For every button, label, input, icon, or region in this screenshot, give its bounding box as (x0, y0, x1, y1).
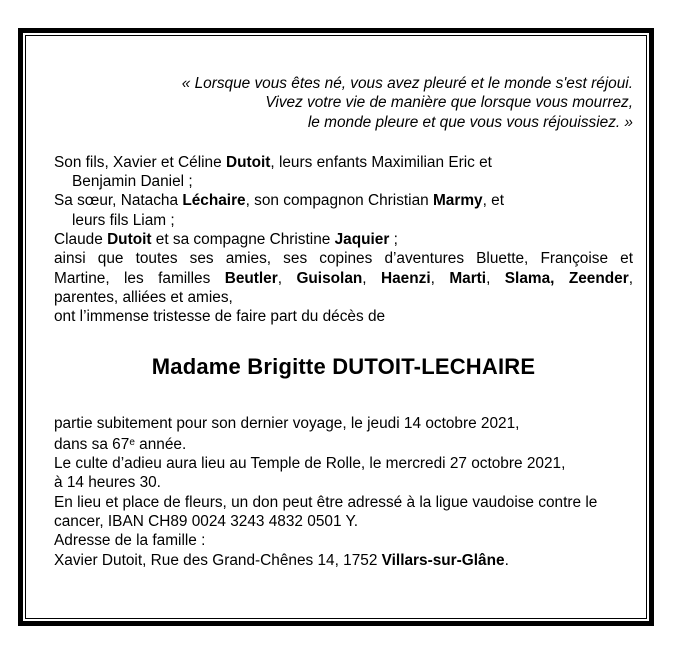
obituary-content (26, 36, 646, 618)
text-line: ont l’immense tristesse de faire part du décès de (54, 308, 386, 326)
text-line: « Lorsque vous êtes né, vous avez pleuré et le monde s'est réjoui. (181, 75, 633, 92)
text-line: Le culte d’adieu aura lieu au Temple de Rolle, le mercredi 27 octobre 2021, (54, 455, 566, 473)
text-line: ainsi que toutes ses amies, ses copines d’aventures Bluette, Françoise et (54, 250, 633, 268)
deceased-name-title: Madame Brigitte DUTOIT-LECHAIRE (151, 353, 536, 379)
funeral-details-paragraph (54, 414, 633, 570)
family-announcement-paragraph (54, 153, 633, 327)
epigraph-quote (54, 74, 633, 132)
text-line: partie subitement pour son dernier voyage, le jeudi 14 octobre 2021, (54, 414, 520, 432)
text-line: Xavier Dutoit, Rue des Grand-Chênes 14, 1752 Villars-sur-Glâne. (54, 551, 509, 569)
obituary-frame-inner-rule (25, 35, 647, 619)
text-line: Sa sœur, Natacha Léchaire, son compagnon Christian Marmy, et (54, 192, 504, 210)
text-line: cancer, IBAN CH89 0024 3243 4832 0501 Y. (54, 513, 359, 531)
text-line: à 14 heures 30. (54, 474, 161, 492)
text-line: le monde pleure et que vous vous réjouissiez. » (307, 113, 633, 131)
text-line: dans sa 67e année. (54, 435, 187, 453)
text-line: leurs fils Liam ; (72, 211, 175, 229)
text-line: Son fils, Xavier et Céline Dutoit, leurs enfants Maximilian Eric et (54, 153, 492, 171)
text-line: parentes, alliées et amies, (54, 288, 233, 306)
text-line: Claude Dutoit et sa compagne Christine Jaquier ; (54, 231, 398, 249)
text-line: Benjamin Daniel ; (72, 173, 193, 191)
text-line: Vivez votre vie de manière que lorsque vous mourrez, (265, 94, 633, 112)
text-line: Martine, les familles Beutler, Guisolan, Haenzi, Marti, Slama, Zeender, (54, 269, 633, 287)
text-line: Adresse de la famille : (54, 532, 206, 550)
text-line: En lieu et place de fleurs, un don peut être adressé à la ligue vaudoise contre le (54, 493, 598, 511)
obituary-frame (18, 28, 654, 626)
